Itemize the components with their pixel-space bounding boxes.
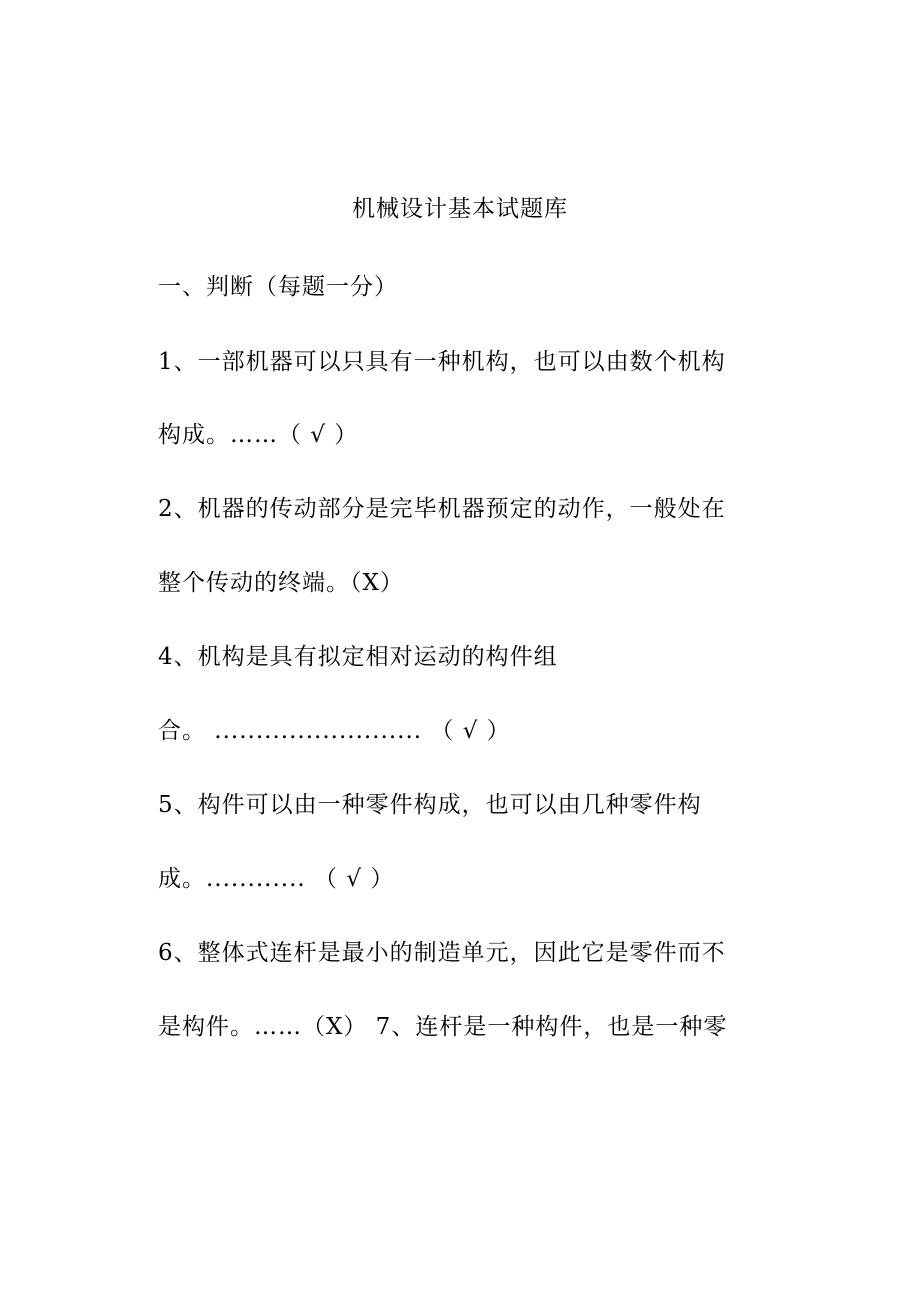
section-heading: 一、判断（每题一分） (158, 274, 398, 300)
question-line: 整个传动的终端。（X） (158, 570, 404, 596)
question-line: 1、一部机器可以只具有一种机构，也可以由数个机构 (158, 349, 726, 375)
question-line: 5、构件可以由一种零件构成，也可以由几种零件构 (158, 792, 702, 818)
question-line: 构成。……（ √ ） (158, 422, 359, 448)
question-line: 是构件。……（X） 7、连杆是一种构件，也是一种零 (158, 1014, 728, 1040)
question-line: 6、整体式连杆是最小的制造单元，因此它是零件而不 (158, 940, 726, 966)
question-line: 合。 ......................... （ √ ） (158, 718, 511, 744)
question-line: 成。............ （ √ ） (158, 866, 395, 892)
question-line: 2、机器的传动部分是完毕机器预定的动作，一般处在 (158, 496, 726, 522)
question-line: 4、机构是具有拟定相对运动的构件组 (158, 644, 558, 670)
document-title: 机械设计基本试题库 (352, 196, 568, 222)
